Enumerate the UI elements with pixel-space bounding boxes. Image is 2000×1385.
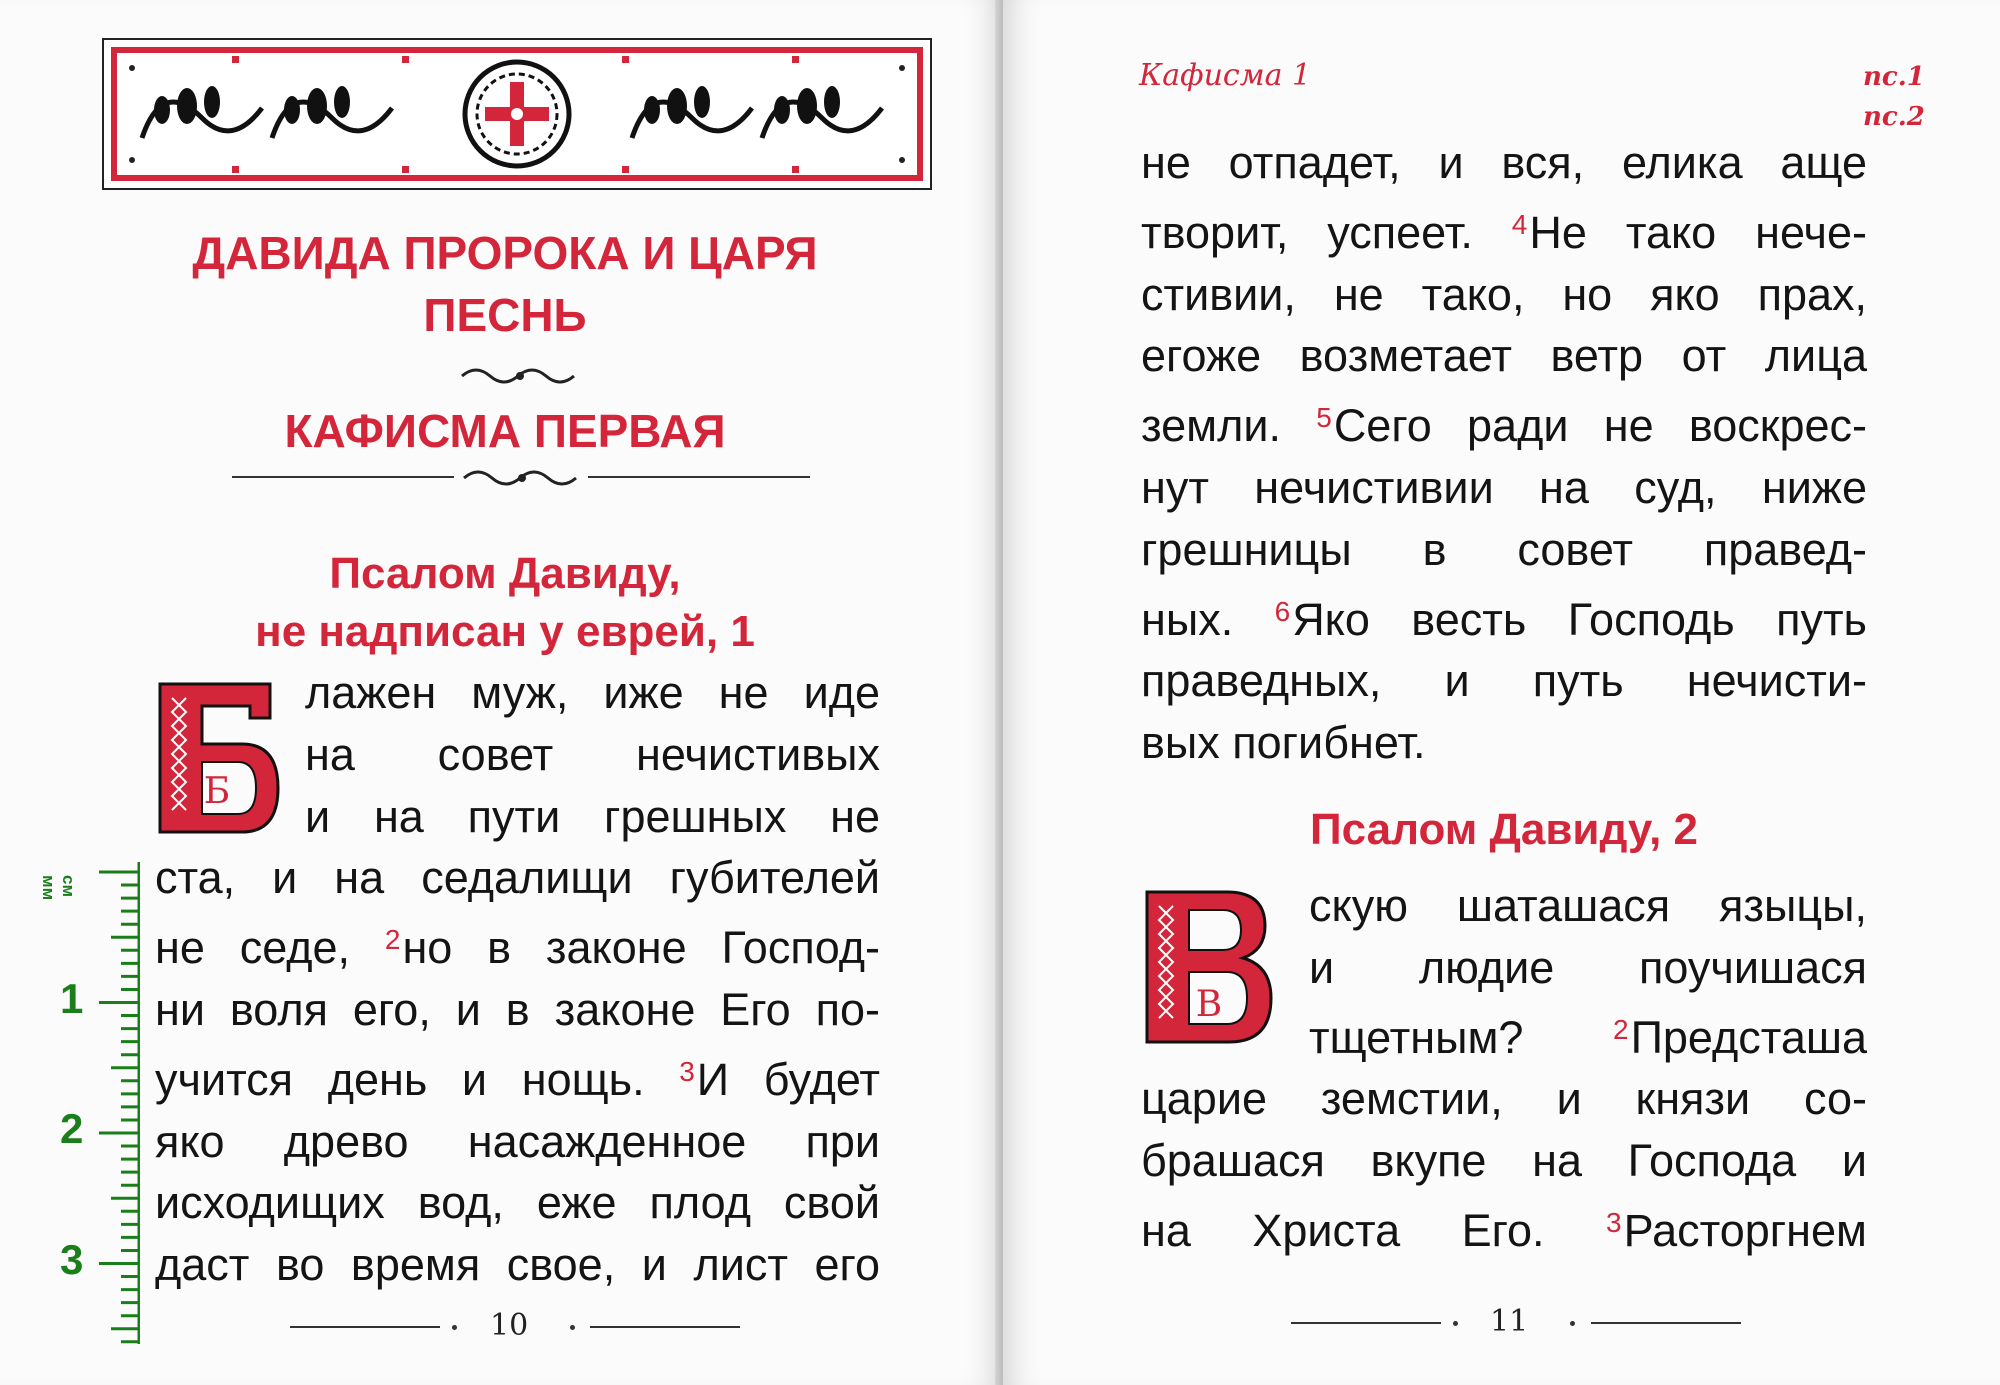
svg-text:В: В [1195, 984, 1223, 1025]
text-fragment: Расторгнем [1623, 1204, 1867, 1256]
text-line: скую шаташася языцы, [1309, 880, 1867, 931]
ornamental-header-band [102, 38, 932, 190]
text-line-with-verse [1141, 194, 1867, 264]
text-line: праведных, и путь нечисти- [1141, 655, 1867, 707]
footer-rule-left [290, 1326, 440, 1328]
text-fragment: тщетным? [1309, 1011, 1613, 1063]
psalm-ref-2: пс.2 [1863, 102, 1925, 132]
verse-number: 2 [1612, 1013, 1629, 1045]
psalm1-continued-text [1141, 132, 1867, 774]
text-line: лажен муж, иже не иде [305, 667, 880, 718]
text-line-with-verse [155, 1041, 880, 1111]
running-head: Кафисма 1 [1139, 58, 1312, 93]
text-fragment: Сего ради не воскрес- [1333, 400, 1867, 452]
text-line-with-verse [155, 909, 880, 979]
footer-rule-right [590, 1326, 740, 1328]
psalm2-text [1141, 875, 1867, 1262]
text-fragment: ных. [1141, 593, 1275, 645]
text-fragment: но в законе Господ- [402, 922, 880, 974]
text-fragment: на Христа Его. [1141, 1204, 1606, 1256]
text-fragment: творит, успеет. [1141, 206, 1512, 258]
text-line: не отпадет, и вся, елика аще [1141, 137, 1867, 188]
verse-number: 2 [384, 924, 401, 956]
text-line: нут нечистивии на суд, ниже [1141, 461, 1867, 513]
text-line: вых погибнет. [1141, 717, 1426, 769]
divider-rule-left [232, 476, 454, 478]
text-line: егоже возметает ветр от лица [1141, 330, 1867, 382]
verse-number: 3 [1605, 1206, 1622, 1238]
ornament-icon [102, 38, 932, 190]
right-page [1003, 0, 2000, 1385]
flourish-divider-bottom [460, 468, 584, 488]
text-line-with-verse [1141, 387, 1867, 457]
ruler-label-cm: см [59, 875, 78, 898]
verse-number: 3 [679, 1055, 695, 1087]
text-line: и на пути грешных не [305, 790, 880, 842]
verse-number: 4 [1511, 208, 1528, 240]
text-fragment: не седе, [155, 922, 385, 974]
page-number-right: 11 [1490, 1304, 1529, 1339]
ruler-label-mm: мм [39, 875, 58, 901]
text-line: царие земстии, и князи со- [1141, 1073, 1867, 1125]
page-number-left: 10 [490, 1308, 529, 1343]
text-line: на совет нечистивых [305, 728, 880, 780]
text-line: и людие поучишася [1309, 941, 1867, 993]
psalm1-title-line2: не надписан у еврей, 1 [255, 607, 755, 656]
flourish-divider-top [458, 366, 582, 386]
psalm1-text [155, 662, 880, 1296]
book-heading-line2: ПЕСНЬ [423, 289, 587, 341]
text-line: исходищих вод, еже плод свой [155, 1177, 880, 1229]
footer-dot [570, 1325, 575, 1330]
svg-text:Б: Б [203, 771, 231, 812]
verse-number: 6 [1274, 595, 1291, 627]
footer-dot [452, 1325, 457, 1330]
ruler-mark-2: 2 [60, 1105, 84, 1152]
text-fragment: И будет [696, 1053, 880, 1105]
text-fragment: учится день и нощь. [155, 1053, 680, 1105]
text-fragment: Предсташа [1630, 1011, 1867, 1063]
footer-dot [1453, 1321, 1458, 1326]
text-line: ни воля его, и в законе Его по- [155, 983, 880, 1035]
footer-dot [1570, 1321, 1575, 1326]
text-line: брашася вкупе на Господа и [1141, 1135, 1867, 1187]
text-fragment: Не тако нече- [1529, 206, 1867, 258]
ruler-mark-1: 1 [60, 975, 84, 1022]
verse-number: 5 [1316, 402, 1332, 434]
text-line: грешницы в совет правед- [1141, 523, 1867, 575]
text-fragment: земли. [1141, 400, 1317, 452]
psalm1-title-line1: Псалом Давиду, [329, 549, 681, 598]
footer-rule-left [1291, 1322, 1441, 1324]
footer-rule-right [1591, 1322, 1741, 1324]
text-line: яко древо насажденное при [155, 1115, 880, 1167]
text-line-with-verse [1141, 581, 1867, 651]
psalm2-title: Псалом Давиду, 2 [1309, 805, 1698, 854]
kathisma-title: КАФИСМА ПЕРВАЯ [284, 405, 726, 457]
text-line-with-verse [1141, 999, 1867, 1069]
divider-rule-right [588, 476, 810, 478]
text-line: стивии, не тако, но яко прах, [1141, 268, 1867, 320]
text-line: ста, и на седалищи губителей [155, 852, 880, 904]
text-fragment: Яко весть Господь путь [1292, 593, 1868, 645]
book-heading-line1: ДАВИДА ПРОРОКА И ЦАРЯ [192, 227, 818, 279]
text-line-with-verse [1141, 1192, 1867, 1262]
text-line: даст во время свое, и лист его [155, 1239, 880, 1291]
ruler-mark-3: 3 [60, 1236, 84, 1283]
psalm-ref-1: пс.1 [1863, 62, 1925, 92]
